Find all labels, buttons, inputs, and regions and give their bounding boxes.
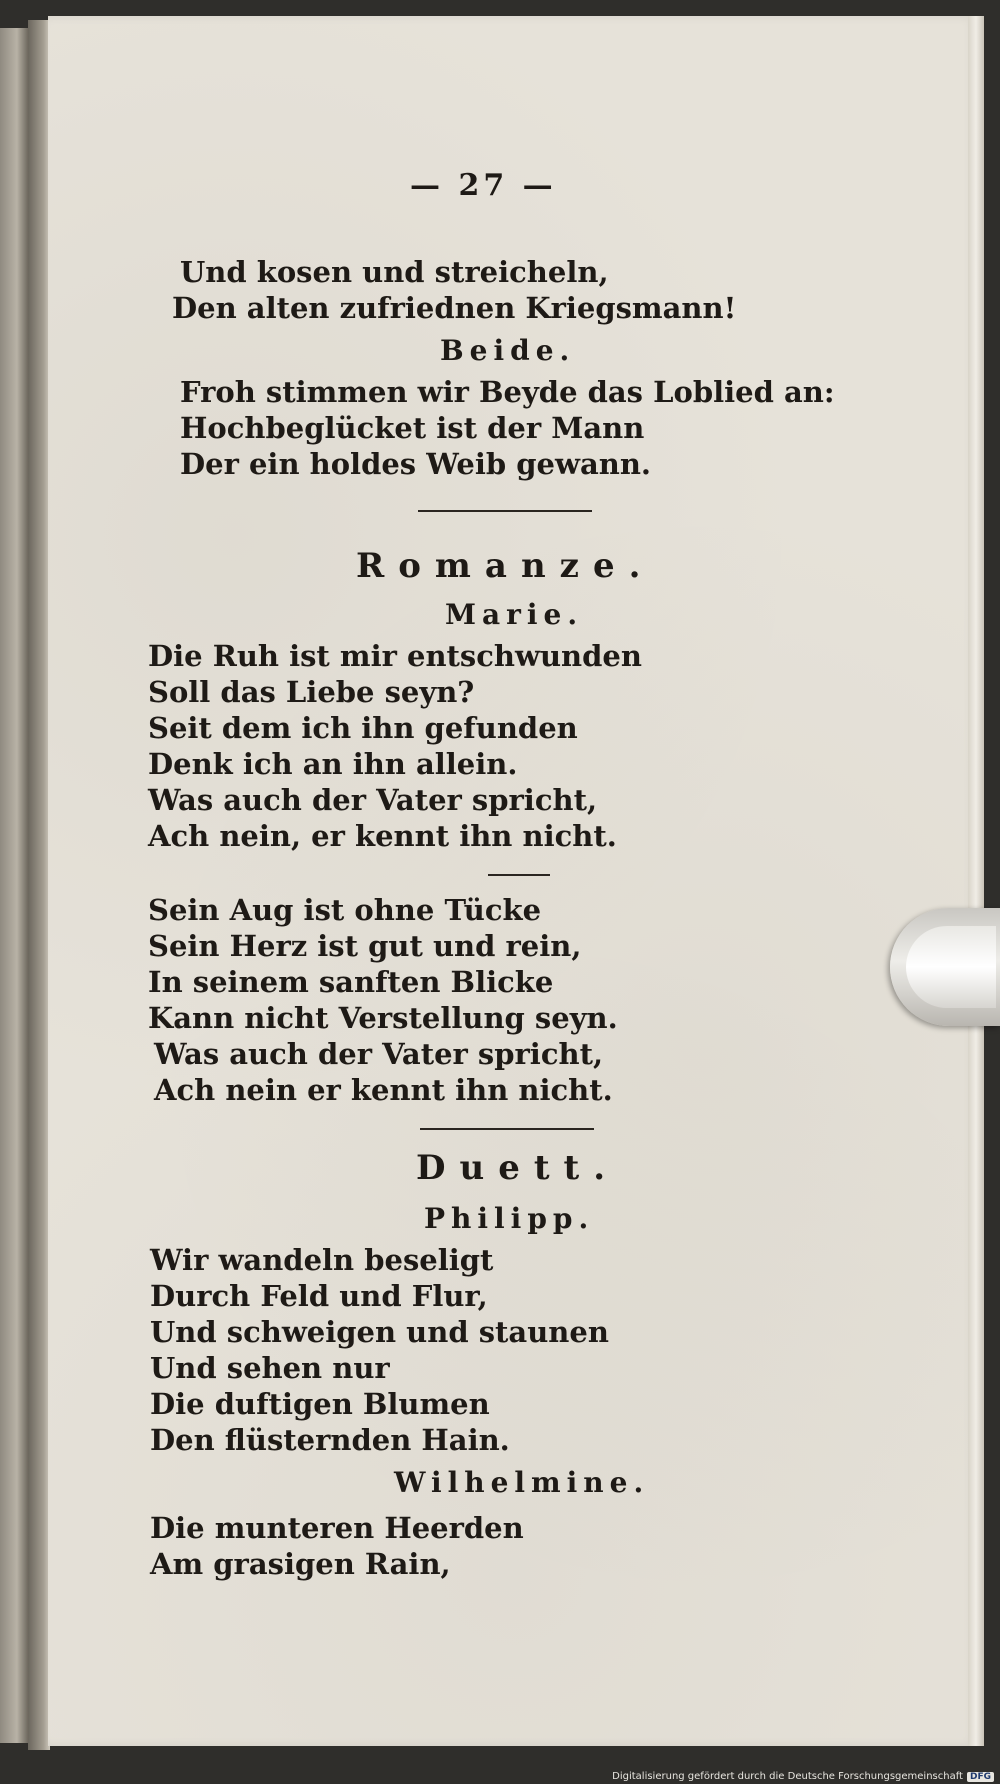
- verse-line: Wir wandeln beseligt: [150, 1243, 494, 1277]
- verse-line: Hochbeglücket ist der Mann: [180, 411, 645, 445]
- verse-line: Und schweigen und staunen: [150, 1315, 609, 1349]
- verse-line: In seinem sanften Blicke: [148, 965, 554, 999]
- section-heading: Romanze.: [356, 546, 655, 586]
- page-number: — 27 —: [410, 168, 557, 203]
- digitization-credit: [612, 1771, 994, 1782]
- verse-line: Sein Aug ist ohne Tücke: [148, 893, 542, 927]
- left-page-edge: [0, 28, 28, 1743]
- verse-line: Seit dem ich ihn gefunden: [148, 711, 578, 745]
- verse-line: Die duftigen Blumen: [150, 1387, 490, 1421]
- verse-line: Was auch der Vater spricht,: [154, 1037, 604, 1071]
- verse-line: Der ein holdes Weib gewann.: [180, 447, 652, 481]
- stanza-divider: [488, 874, 550, 876]
- page-clip: [890, 908, 1000, 1026]
- speaker-name: Philipp.: [424, 1202, 595, 1235]
- verse-line: Und kosen und streicheln,: [180, 255, 609, 289]
- verse-line: Sein Herz ist gut und rein,: [148, 929, 582, 963]
- section-heading: Duett.: [416, 1148, 620, 1188]
- verse-line: Durch Feld und Flur,: [150, 1279, 488, 1313]
- speaker-name: Wilhelmine.: [394, 1466, 650, 1499]
- dfg-logo-icon: DFG: [967, 1772, 994, 1782]
- section-divider: [418, 510, 592, 512]
- verse-line: Ach nein, er kennt ihn nicht.: [148, 819, 617, 853]
- page-fore-edge: [968, 16, 984, 1746]
- section-divider: [420, 1128, 594, 1130]
- binding-gutter: [28, 20, 50, 1750]
- verse-line: Den alten zufriednen Kriegsmann!: [172, 291, 737, 325]
- verse-line: Froh stimmen wir Beyde das Loblied an:: [180, 375, 835, 409]
- verse-line: Soll das Liebe seyn?: [148, 675, 475, 709]
- verse-line: Die munteren Heerden: [150, 1511, 524, 1545]
- verse-line: Denk ich an ihn allein.: [148, 747, 518, 781]
- credit-text: Digitalisierung gefördert durch die Deutsche Forschungsgemeinschaft: [612, 1771, 963, 1782]
- verse-line: Ach nein er kennt ihn nicht.: [154, 1073, 613, 1107]
- verse-line: Am grasigen Rain,: [150, 1547, 451, 1581]
- verse-line: Was auch der Vater spricht,: [148, 783, 598, 817]
- verse-line: Kann nicht Verstellung seyn.: [148, 1001, 618, 1035]
- speaker-name: Beide.: [440, 334, 576, 367]
- speaker-name: Marie.: [445, 598, 584, 631]
- verse-line: Die Ruh ist mir entschwunden: [148, 639, 642, 673]
- verse-line: Den flüsternden Hain.: [150, 1423, 510, 1457]
- page-clip-inner: [906, 926, 996, 1008]
- verse-line: Und sehen nur: [150, 1351, 390, 1385]
